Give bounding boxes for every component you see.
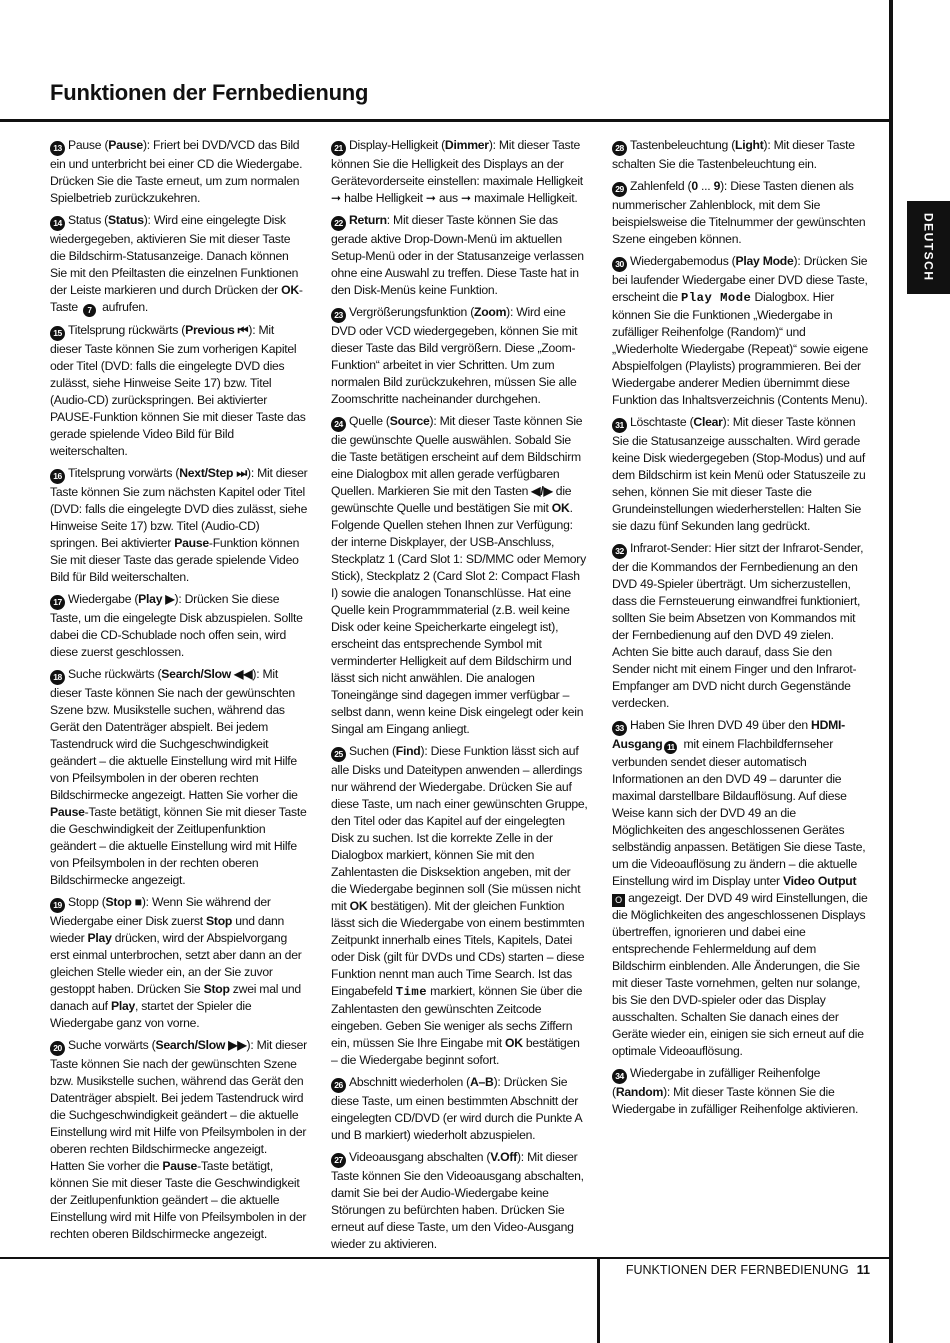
language-tab-label: DEUTSCH (921, 213, 936, 282)
callout-number: 22 (331, 216, 346, 231)
entry-24: 24 Quelle (Source): Mit dieser Taste können Sie die gewünschte Quelle auswählen. Sobald Sie die Taste betätigen erscheint auf dem Bildschirm eine Dialogbox mit allen gerade verfügbaren Quellen. Markieren Sie mit den Tasten ◀/▶ die gewünschte Quelle und bestätigen Sie mit OK. Folgende Quellen stehen Ihnen zur Verfügung: der interne Diskplayer, der USB-Anschluss, Steckplatz 1 (Card Slot 1: SD/MMC oder Memory Stick), Steckplatz 2 (Card Slot 2: Compact Flash I) sowie die analogen Tonanschlüsse. Hat eine Quelle kein Programmmaterial (z.B. weil keine Disk oder keine Speicherkarte eingelegt ist), erscheint das entsprechende Symbol mit verminderter Helligkeit auf dem Bildschirm und lässt sich nicht anwählen. Die analogen Toneingänge sind dagegen immer verfügbar – selbst dann, wenn keine Disk eingelegt oder kein Singal am Eingang anliegt. (331, 414, 586, 736)
entry-18: 18 Suche rückwärts (Search/Slow ◀◀): Mit dieser Taste können Sie nach der gewünschten Szene bzw. Musikstelle suchen, während das Gerät den Datenträger abspielt. Bei jedem Tastendruck wird die Suchgeschwindigkeit geändert – die aktuelle Einstellung wird mit Hilfe von Pfeilsymbolen in der oberen rechten Bildschirmecke angezeigt. Hatten Sie vorher die Pause-Taste betätigt, können Sie mit dieser Taste die Geschwindigkeit der Zeitlupenfunktion geändert – die aktuelle Einstellung wird mit Hilfe von Pfeilsymbolen in der rechten oberen Bildschirmecke angezeigt. (50, 667, 307, 887)
right-vertical-rule (889, 0, 893, 1343)
entry-23: 23 Vergrößerungsfunktion (Zoom): Wird eine DVD oder VCD wiedergegeben, können Sie mit dieser Taste das Bild vergrößern. Diese „Zoom-Funktion“ arbeitet in vier Schritten. Um zum normalen Bild zurückzukehren, müssen Sie alle Zoomschritte nacheinander durchgehen. (331, 305, 578, 406)
column-1 (50, 137, 308, 1248)
callout-number: 26 (331, 1078, 346, 1093)
entry-28: 28 Tastenbeleuchtung (Light): Mit dieser Taste schalten Sie die Tastenbeleuchtung ein. (612, 138, 855, 171)
callout-number: 29 (612, 182, 627, 197)
entry-34: 34 Wiedergabe in zufälliger Reihenfolge (Random): Mit dieser Taste können Sie die Wiedergabe in zufälliger Reihenfolge aktivieren. (612, 1066, 859, 1116)
entry-20: 20 Suche vorwärts (Search/Slow ▶▶): Mit dieser Taste können Sie nach der gewünschten Szene bzw. Musikstelle suchen, während das Gerät den Datenträger abspielt. Bei jedem Tastendruck wird die Suchgeschwindigkeit geändert – die aktuelle Einstellung wird mit Hilfe von Pfeilsymbolen in der oberen rechten Bildschirmecke angezeigt. Hatten Sie vorher die Pause-Taste betätigt, können Sie mit dieser Taste die Geschwindigkeit der Zeitlupenfunktion geändert – die aktuelle Einstellung wird mit Hilfe von Pfeilsymbolen in der rechten oberen Bildschirmecke angezeigt. (50, 1038, 307, 1241)
page-title: Funktionen der Fernbedienung (50, 80, 369, 105)
callout-number: 25 (331, 747, 346, 762)
page-number: 11 (856, 1263, 870, 1277)
callout-number: 32 (612, 544, 627, 559)
callout-reference: 11 (664, 741, 677, 754)
entry-26: 26 Abschnitt wiederholen (A–B): Drücken Sie diese Taste, um einen bestimmten Abschnitt der eingelegten CD/DVD (er wird durch die Punkte A und B markiert) wiederholt abzuspielen. (331, 1075, 582, 1142)
entry-27: 27 Videoausgang abschalten (V.Off): Mit dieser Taste können Sie den Videoausgang abschalten, damit Sie bei der Audio-Wiedergabe keine Störungen zu befürchten haben. Drücken Sie erneut auf diese Taste, um den Video-Ausgang wieder zu aktivieren. (331, 1150, 584, 1251)
callout-number: 27 (331, 1153, 346, 1168)
entry-33: 33 Haben Sie Ihren DVD 49 über den HDMI-Ausgang 11 mit einem Flachbildfernseher verbunden sendet dieser automatisch Informationen an den DVD 49 – darunter die maximal darstellbare Bildauflösung. Auf diese Weise kann sich der DVD 49 an die Möglichkeiten des angeschlossenen Gerätes selbständig anpassen. Betätigen Sie diese Taste, um die Videoauflösung zu ändern – die aktuelle Einstellung wird im Display unter Video Output O angezeigt. Der DVD 49 wird Einstellungen, die die Möglichkeiten des angeschlossenen Displays übertreffen, ignorieren und dabei eine entsprechende Fehlermeldung auf dem Bildschirm einblenden. Alle Änderungen, die Sie mit dieser Taste vornehmen, gelten nur solange, bis Sie den DVD-spieler oder das Display ausschalten. Schalten Sie danach eines der Geräte wieder ein, einigen sie sich erneut auf die optimale Videoauflösung. (612, 718, 868, 1058)
language-tab (907, 201, 950, 294)
entry-13: 13 Pause (Pause): Friert bei DVD/VCD das Bild ein und unterbricht bei einer CD die Wiedergabe. Drücken Sie die Taste erneut, um zum normalen Spielbetrieb zurückzukehren. (50, 138, 303, 205)
entry-21: 21 Display-Helligkeit (Dimmer): Mit dieser Taste können Sie die Helligkeit des Displays an der Gerätevorderseite einstellen: maximale Helligkeit ➞ halbe Helligkeit ➞ aus ➞ maximale Helligkeit. (331, 138, 583, 205)
entry-14: 14 Status (Status): Wird eine eingelegte Disk wiedergegeben, aktivieren Sie mit dieser Taste die Bildschirm-Statusanzeige. Danach können Sie mit den Pfeiltasten die einzelnen Funktionen der Leiste markieren und durch Drücken der OK-Taste 7 aufrufen. (50, 213, 303, 315)
entry-31: 31 Löschtaste (Clear): Mit dieser Taste können Sie die Statusanzeige ausschalten. Wird gerade keine Disk wiedergegeben (Stop-Modus) und auf dem Bildschirm ist kein Menü oder Statuszeile zu sehen, können Sie mit dieser Taste die Grundeinstellungen wiederherstellen: Halten Sie sie dazu fünf Sekunden lang gedrückt. (612, 415, 866, 533)
callout-number: 20 (50, 1041, 65, 1056)
entry-17: 17 Wiedergabe (Play ▶): Drücken Sie diese Taste, um die eingelegte Disk abzuspielen. Sollte dabei die CD-Schublade noch offen sein, wird diese zuerst geschlossen. (50, 592, 303, 659)
page-footer (620, 1263, 870, 1277)
column-3 (612, 137, 870, 1123)
entry-15: 15 Titelsprung rückwärts (Previous ⏮): Mit dieser Taste können Sie zum vorherigen Kapitel oder Titel (DVD: falls die eingelegte DVD dies zulässt, siehe Hinweise Seite 17) bzw. Titel (Audio-CD) zurückspringen. Bei aktivierter PAUSE-Funktion können Sie mit dieser Taste das gerade spielende Video Bild für Bild weiterschalten. (50, 323, 306, 458)
entry-30: 30 Wiedergabemodus (Play Mode): Drücken Sie bei laufender Wiedergabe einer DVD diese Taste, erscheint die Play Mode Dialogbox. Hier können Sie die Funktionen „Wiedergabe in zufälliger Reihenfolge (Random)“ und „Wiederholte Wiedergabe (Repeat)“ sowie eigene Abspielfolgen (Playlists) programmieren. Bei der Wiedergabe anderer Medien übernimmt diese Funktion das Inhaltsverzeichnis (Contents Menu). (612, 254, 869, 407)
entry-16: 16 Titelsprung vorwärts (Next/Step ⏭): Mit dieser Taste können Sie zum nächsten Kapitel oder Titel (DVD: falls die eingelegte DVD dies zulässt, siehe Hinweise Seite 17) bzw. Titel (Audio-CD) springen. Bei aktivierter Pause-Funktion können Sie mit dieser Taste das gerade spielende Video Bild für Bild weiterschalten. (50, 466, 308, 584)
header-rule (0, 119, 889, 122)
callout-number: 33 (612, 721, 627, 736)
entry-25: 25 Suchen (Find): Diese Funktion lässt sich auf alle Disks und Dateitypen anwenden – allerdings nur während der Wiedergabe. Drücken Sie auf diese Taste, um nach einer gewünschten Gruppe, den Titel oder das Kapitel auf der eingelegten Disk zu suchen. Ist die korrekte Zelle in der Dialogbox markiert, können Sie mit den Zahlentasten die Disksektion angeben, mit der die Wiedergabe beginnen soll (Sie müssen nicht mit OK bestätigen). Mit der gleichen Funktion lässt sich die Wiedergabe von einem bestimmten Zeitpunkt innerhalb eines Titels, Kapitels, Datei oder Disk (gilt für DVDs und CDs) starten – diese Funktion nennt man auch Time Search. Ist das Eingabefeld Time markiert, können Sie über die Zahlentasten den gewünschten Zeitcode eingeben. Geben Sie weniger als sechs Ziffern ein, müssen Sie Ihre Eingabe mit OK bestätigen – die Wiedergabe beginnt sofort. (331, 744, 588, 1067)
entry-32: 32 Infrarot-Sender: Hier sitzt der Infrarot-Sender, der die Kommandos der Fernbedienung an den DVD 49-Spieler überträgt. Um sicherzustellen, dass die Fernsteuerung einwandfrei funktioniert, sollten Sie beim Absetzen von Kommandos mit der Fernbedienung auf den DVD 49 zielen. Achten Sie bitte auch darauf, dass Sie den Sender nicht mit einem Finger und den Infrarot-Empfanger am DVD nicht durch Gegenstände verdecken. (612, 541, 864, 710)
callout-number: 30 (612, 257, 627, 272)
display-indicator-icon: O (612, 894, 625, 907)
callout-number: 28 (612, 141, 627, 156)
entry-19: 19 Stopp (Stop ■): Wenn Sie während der Wiedergabe einer Disk zuerst Stop und dann wieder Play drücken, wird der Abspielvorgang erst einmal unterbrochen, setzt aber dann an der gleichen Stelle wieder ein, an der Sie zuvor gestoppt haben. Drücken Sie Stop zwei mal und danach auf Play, startet der Spieler die Wiedergabe ganz von vorne. (50, 895, 302, 1030)
entry-22: 22 Return: Mit dieser Taste können Sie das gerade aktive Drop-Down-Menü im aktuellen Setup-Menü oder in der Statusanzeige verlassen ohne eine Auswahl zu treffen. Diese Taste hat in den Disk-Menüs keine Funktion. (331, 213, 584, 297)
callout-number: 23 (331, 308, 346, 323)
column-2 (331, 137, 589, 1258)
callout-number: 18 (50, 670, 65, 685)
callout-number: 21 (331, 141, 346, 156)
callout-number: 16 (50, 469, 65, 484)
callout-number: 15 (50, 326, 65, 341)
entry-29: 29 Zahlenfeld (0 ... 9): Diese Tasten dienen als nummerischer Zahlenblock, mit dem Sie beispielsweise die Titelnummer der gewünschten Szene eingeben können. (612, 179, 866, 246)
callout-number: 31 (612, 418, 627, 433)
callout-number: 34 (612, 1069, 627, 1084)
callout-number: 14 (50, 216, 65, 231)
callout-number: 13 (50, 141, 65, 156)
callout-number: 17 (50, 595, 65, 610)
footer-section-label: FUNKTIONEN DER FERNBEDIENUNG (625, 1263, 849, 1277)
callout-number: 19 (50, 898, 65, 913)
footer-divider (597, 1259, 600, 1343)
callout-number: 24 (331, 417, 346, 432)
callout-reference: 7 (83, 304, 96, 317)
